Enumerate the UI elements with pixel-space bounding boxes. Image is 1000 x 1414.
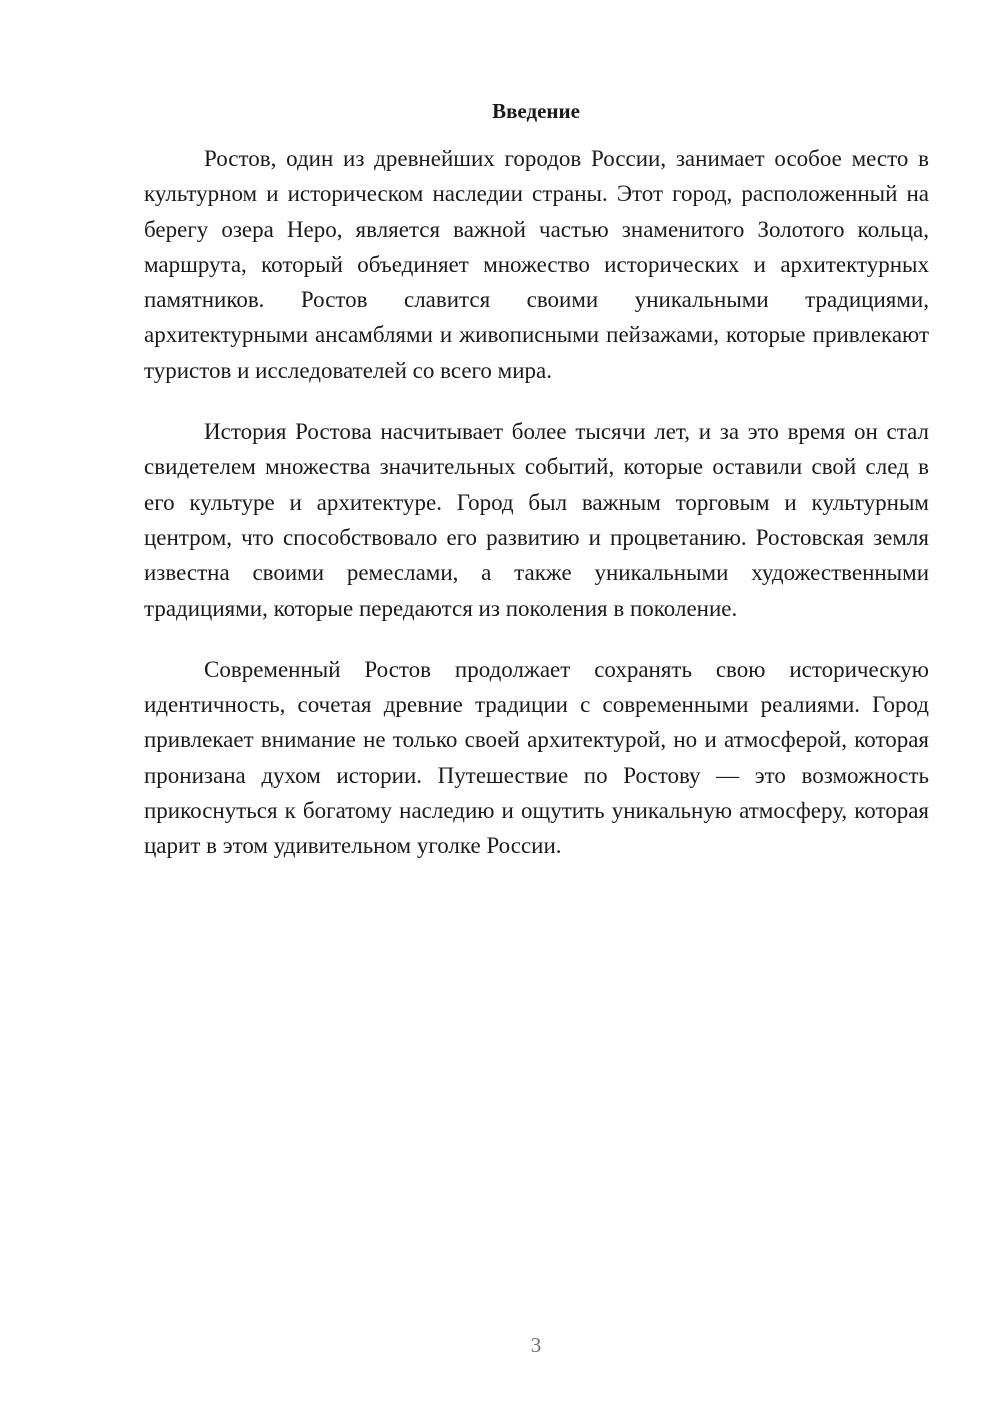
body-text [144, 141, 929, 890]
paragraph-3: Современный Ростов продолжает сохранять свою историческую идентичность, сочетая древние традиции с современными реалиями. Город привлекает внимание не только своей архитектурой, но и атмосферой, которая пронизана духом истории. Путешествие по Ростову — это возможность прикоснуться к богатому наследию и ощутить уникальную атмосферу, которая царит в этом удивительном уголке России. [144, 656, 929, 859]
section-heading: Введение [492, 99, 580, 123]
paragraph-2: История Ростова насчитывает более тысячи лет, и за это время он стал свидетелем множества значительных событий, которые оставили свой след в его культуре и архитектуре. Город был важным торговым и культурным центром, что способствовало его развитию и процветанию. Ростовская земля известна своими ремеслами, а также уникальными художественными традициями, которые передаются из поколения в поколение. [144, 419, 929, 621]
paragraph-1: Ростов, один из древнейших городов России, занимает особое место в культурном и историческом наследии страны. Этот город, расположенный на берегу озера Неро, является важной частью знаменитого Золотого кольца, маршрута, который объединяет множество исторических и архитектурных памятников. Ростов славится своими уникальными традициями, архитектурными ансамблями и живописными пейзажами, которые привлекают туристов и исследователей со всего мира. [144, 146, 929, 383]
page-number: 3 [530, 1333, 542, 1357]
